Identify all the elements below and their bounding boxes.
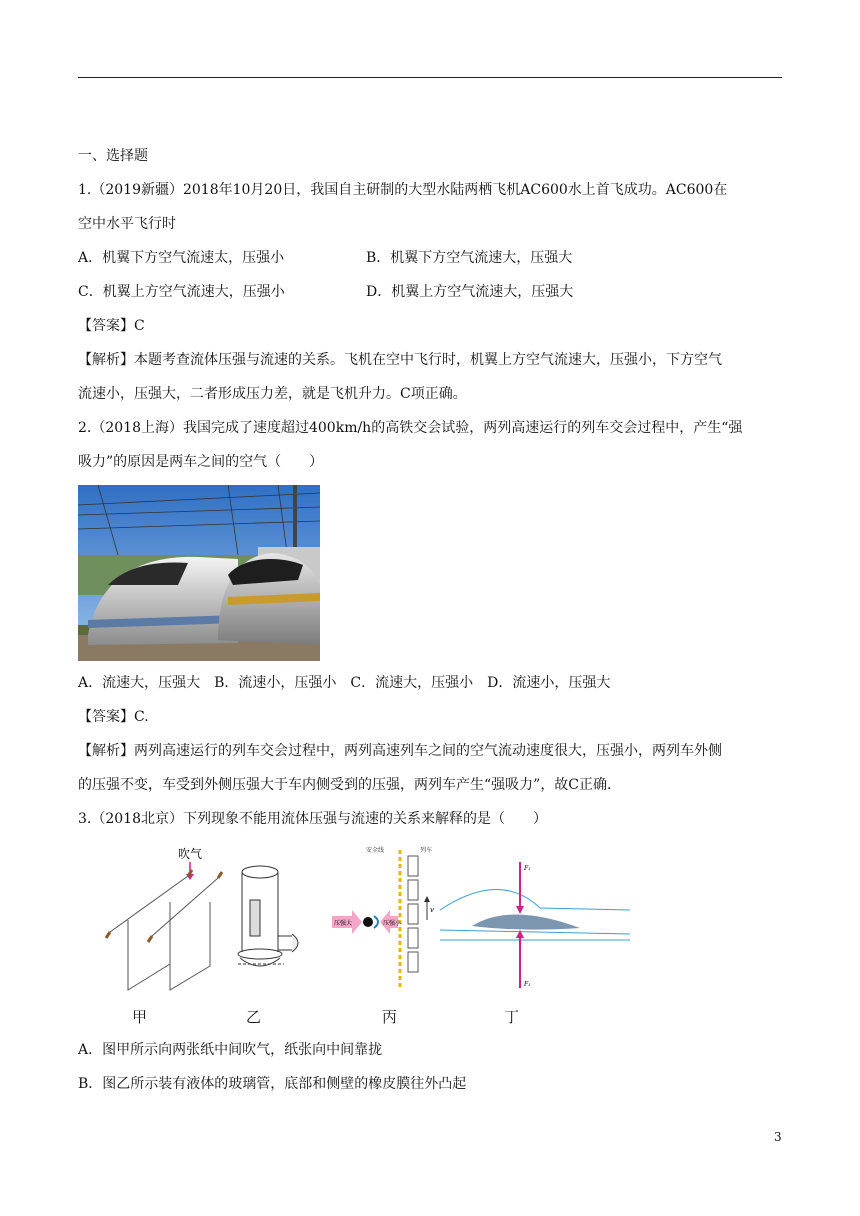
figure-label-jia: 甲 — [132, 1008, 148, 1026]
blow-label: 吹气 — [178, 847, 203, 861]
q1-option-d: D．机翼上方空气流速大，压强大 — [366, 284, 574, 300]
f1-top-label: F₁ — [524, 865, 531, 872]
q1-option-b: B．机翼下方空气流速大，压强大 — [366, 250, 573, 266]
q2-stem-line2: 吸力”的原因是两车之间的空气（ ） — [78, 454, 324, 470]
q3-figures — [100, 840, 640, 1000]
q2-options: A．流速大，压强大 B．流速小，压强小 C．流速大，压强小 D．流速小，压强大 — [78, 675, 611, 691]
q1-answer: 【答案】C — [78, 318, 145, 334]
q3-option-b: B．图乙所示装有液体的玻璃管，底部和侧壁的橡皮膜往外凸起 — [78, 1076, 467, 1092]
q1-analysis-line1: 【解析】本题考查流体压强与流速的关系。飞机在空中飞行时，机翼上方空气流速大，压强小，下方空气 — [78, 352, 722, 368]
q1-option-a: A．机翼下方空气流速太，压强小 — [78, 250, 285, 266]
q1-option-c: C．机翼上方空气流速大，压强小 — [78, 284, 285, 300]
train-label: 列车 — [420, 847, 433, 854]
q3-stem: 3.（2018北京）下列现象不能用流体压强与流速的关系来解释的是（ ） — [78, 811, 547, 827]
q3-option-a: A．图甲所示向两张纸中间吹气，纸张向中间靠拢 — [78, 1042, 383, 1058]
page-number: 3 — [774, 1130, 782, 1144]
high-speed-trains-photo — [78, 485, 320, 661]
figure-yi-glass-tube — [238, 866, 298, 966]
figure-bing-safety-line — [332, 846, 434, 990]
q2-analysis-line2: 的压强不变，车受到外侧压强大于车内侧受到的压强，两列车产生“强吸力”，故C正确. — [78, 777, 612, 793]
figure-label-ding: 丁 — [504, 1008, 520, 1026]
velocity-label: v — [430, 906, 434, 914]
q2-analysis-line1: 【解析】两列高速运行的列车交会过程中，两列高速列车之间的空气流动速度很大，压强小，两列车外侧 — [78, 743, 722, 759]
f1-bottom-label: F₁ — [524, 981, 531, 988]
safety-line-label: 安全线 — [366, 847, 385, 854]
figure-jia-papers — [106, 846, 222, 990]
header-rule — [78, 77, 782, 78]
figure-label-yi: 乙 — [246, 1008, 262, 1026]
section-title: 一、选择题 — [78, 148, 148, 164]
figure-ding-airfoil — [440, 862, 630, 988]
q1-stem-line2: 空中水平飞行时 — [78, 216, 176, 232]
q1-analysis-line2: 流速小，压强大，二者形成压力差，就是飞机升力。C项正确。 — [78, 386, 467, 402]
q2-stem-line1: 2.（2018上海）我国完成了速度超过400km/h的高铁交会试验，两列高速运行的列车交会过程中，产生“强 — [78, 420, 743, 436]
q2-answer: 【答案】C. — [78, 709, 149, 725]
q1-stem-line1: 1.（2019新疆）2018年10月20日，我国自主研制的大型水陆两栖飞机AC600水上首飞成功。AC600在 — [78, 182, 728, 198]
high-pressure-label: 压强大 — [334, 920, 353, 927]
figure-label-bing: 丙 — [382, 1008, 398, 1026]
low-pressure-label: 压强小 — [383, 920, 402, 927]
